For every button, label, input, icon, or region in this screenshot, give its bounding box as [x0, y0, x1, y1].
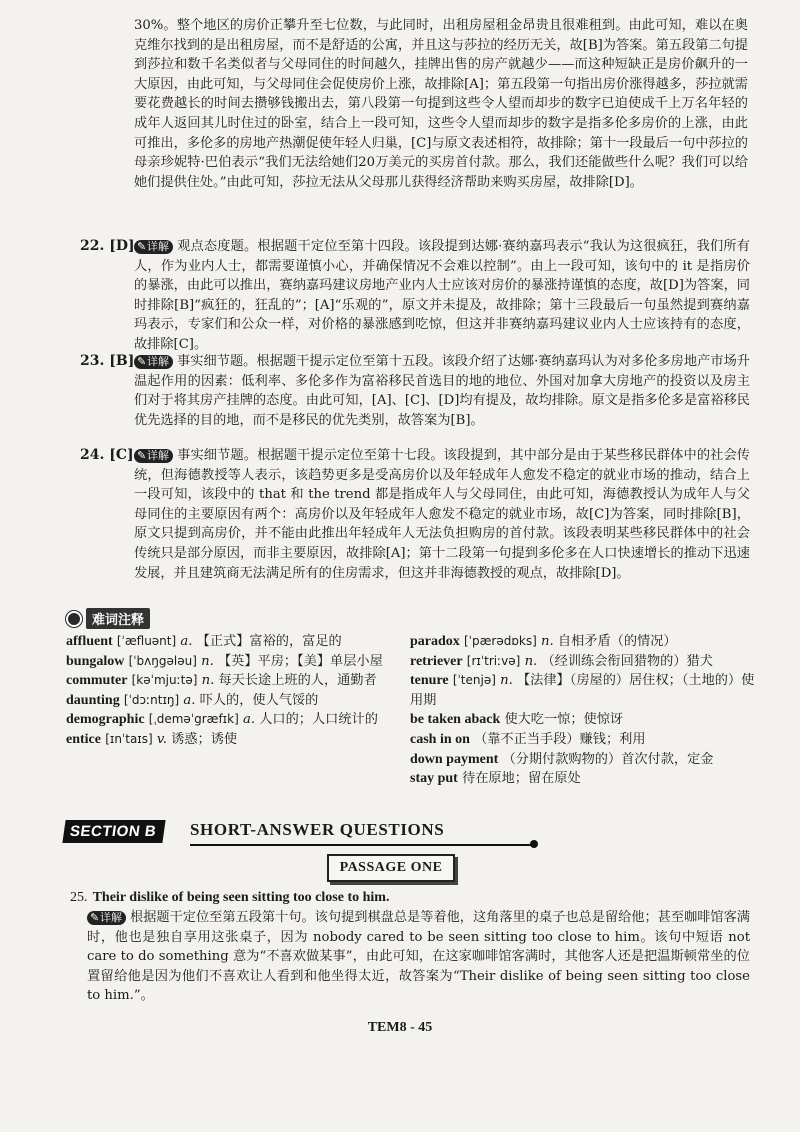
- vocab-pos: n.: [201, 653, 214, 669]
- vocab-entry: [410, 652, 755, 672]
- detail-badge: ✎详解: [87, 911, 126, 925]
- vocab-pos: n.: [500, 673, 513, 689]
- vocab-def: 自相矛盾（的情况）: [557, 634, 677, 649]
- vocab-pos: n.: [201, 673, 215, 689]
- vocab-list-right: [410, 632, 755, 789]
- vocab-ipa: [ˈtenjə]: [452, 673, 496, 688]
- vocab-pos: a.: [180, 634, 193, 649]
- vocab-entry: [410, 750, 755, 770]
- section-header: [64, 818, 474, 846]
- vocab-word: daunting: [66, 692, 120, 708]
- vocab-ipa: [kəˈmjuːtə]: [131, 673, 198, 688]
- section-title: SHORT-ANSWER QUESTIONS: [190, 820, 445, 839]
- vocab-ipa: [ˈpærədɒks]: [464, 634, 537, 648]
- vocab-heading: 难词注释: [66, 608, 150, 629]
- vocab-pos: a.: [183, 692, 196, 708]
- question-answer: Their dislike of being seen sitting too close to him.: [92, 890, 390, 905]
- detail-badge: ✎详解: [134, 449, 173, 463]
- pen-icon: ✎: [90, 911, 100, 924]
- vocab-ipa: [ˈbʌŋgələu]: [128, 653, 197, 668]
- vocab-entry: [66, 632, 396, 652]
- question-25: [70, 886, 750, 1006]
- vocab-entry: [66, 652, 396, 672]
- vocab-entry: [66, 691, 396, 711]
- vocab-word: tenure: [410, 673, 449, 689]
- vocab-ipa: [ɪnˈtaɪs]: [105, 731, 153, 746]
- vocab-entry: [66, 710, 396, 730]
- vocab-def: （经训练会衔回猎物的）猎犬: [541, 653, 713, 669]
- pen-icon: ✎: [137, 355, 147, 368]
- answer-number: 23. [B]: [80, 353, 135, 369]
- answer-item-22: [80, 237, 750, 355]
- vocab-word: entice: [66, 731, 101, 747]
- detail-badge: ✎详解: [134, 240, 173, 254]
- pen-icon: ✎: [137, 240, 147, 253]
- vocab-word: retriever: [410, 653, 463, 669]
- answer-explanation: ✎详解 观点态度题。根据题干定位至第十四段。该段提到达娜·赛纳嘉玛表示“我认为这很疯狂，我们所有人，作为业内人士，都需要谨慎小心，并确保情况不会难以控制”。由上一段可知，该句中的 it 是指房价的暴涨，由此可以推出，赛纳嘉玛建议房地产业内人士应该对房价的暴涨持谨慎的态度，故[D]为答案，同时排除[B]“疯狂的，狂乱的”；[A]“乐观的”，原文并未提及，故排除；第十三段最后一句虽然提到赛纳嘉玛表示，专家们和公众一样，对价格的暴涨感到吃惊，但这并非赛纳嘉玛建议业内人士应该持有的态度，故排除[C]。: [134, 239, 750, 352]
- vocab-ipa: [ˈæfluənt]: [116, 634, 177, 648]
- answer-explanation: ✎详解 事实细节题。根据题干提示定位至第十五段。该段介绍了达娜·赛纳嘉玛认为对多伦多房地产市场升温起作用的因素：低利率、多伦多作为富裕移民首选目的地的地位、外国对加拿大房地产的投资以及房主们对于将其房产挂牌的态度。由此可知，[A]、[C]、[D]均有提及，故均排除。原文是指多伦多是富裕移民优先选择的目的地，而不是移民的优先类别，故答案为[B]。: [134, 354, 750, 428]
- vocab-def: 【正式】富裕的，富足的: [196, 634, 342, 649]
- vocab-pos: n.: [524, 653, 538, 669]
- vocab-entry: [410, 671, 755, 710]
- answer-number: 22. [D]: [80, 238, 135, 254]
- vocab-word: commuter: [66, 673, 128, 689]
- vocab-word: be taken aback: [410, 712, 501, 728]
- bullet-icon: [66, 611, 82, 627]
- section-tag: SECTION B: [62, 820, 165, 843]
- vocab-def: 【英】平房；【美】单层小屋: [217, 653, 383, 669]
- vocab-ipa: [ˌdeməˈgræfɪk]: [148, 712, 239, 727]
- vocab-entry: [410, 730, 755, 750]
- vocab-entry: [410, 632, 755, 652]
- section-underline: [190, 844, 532, 846]
- vocab-def: （分期付款购物的）首次付款，定金: [502, 751, 714, 767]
- vocab-entry: [66, 671, 396, 691]
- vocab-ipa: [rɪˈtriːvə]: [466, 653, 521, 668]
- passage-title: PASSAGE ONE: [327, 854, 455, 882]
- vocab-pos: a.: [242, 712, 256, 728]
- page-footer: TEM8 - 45: [367, 1020, 433, 1035]
- vocab-def: 吓人的，使人气馁的: [199, 692, 319, 708]
- vocab-word: affluent: [66, 634, 113, 649]
- vocab-def: 诱惑；诱使: [171, 731, 238, 747]
- vocab-entry: [410, 769, 755, 789]
- vocab-pos: n.: [541, 634, 554, 649]
- vocab-entry: [410, 710, 755, 730]
- vocab-word: bungalow: [66, 653, 125, 669]
- question-number: 25.: [70, 890, 88, 905]
- vocab-list-left: [66, 632, 396, 750]
- detail-badge: ✎详解: [134, 355, 173, 369]
- answer-continuation: 30%。整个地区的房价正攀升至七位数，与此同时，出租房屋租金昂贵且很难租到。由此可知，难以在奥克维尔找到的是出租房屋，而不是舒适的公寓，并且这与莎拉的经历无关，故[B]为答案。第五段第二句提到莎拉和数千名类似者与父母同住的时间越久，挂牌出售的房产就越少——而这种短缺正是房价飙升的一大原因，由此可知，与父母同住会促使房价上涨，故排除[A]；第五段第一句指出房价涨得越多，莎拉就需要花费越长的时间去攒够钱搬出去，第八段第一句提到这些令人望而却步的数字已迫使成千上万名年轻的成年人返回其儿时住过的卧室，结合上一段可知，这些令人望而却步的数字是指多伦多房价的上涨，由此可推出，多伦多的房地产热潮促使年轻人归巢，[C]与原文表述相符，故排除；第十一段最后一句中莎拉的母亲珍妮特·巴伯表示“我们无法给她们20万美元的买房首付款。那么，我们还能做些什么呢？我们可以给她们提供住处。”由此可知，莎拉无法从父母那儿获得经济帮助来购买房屋，故排除[D]。: [134, 18, 748, 190]
- vocab-word: stay put: [410, 771, 458, 787]
- section-dot: [530, 840, 538, 848]
- vocab-ipa: [ˈdɔːntɪŋ]: [123, 692, 180, 707]
- answer-explanation: ✎详解 事实细节题。根据题干提示定位至第十七段。该段提到，其中部分是由于某些移民群体中的社会传统，但海德教授等人表示，该趋势更多是受高房价以及年轻成年人愈发不稳定的就业市场的推动，结合上一段可知，该段中的 that 和 the trend 都是指成年人与父母同住，由此可知，海德教授认为成年人与父母同住的主要原因有两个：高房价以及年轻成年人愈发不稳定的就业市场，故[C]为答案，同时排除[B]，原文只提到高房价，并不能由此推出年轻成年人无法负担购房的首付款。该段表明某些移民群体中的社会传统只是部分原因，而非主要原因，故排除[A]；第十二段第一句提到多伦多在人口快速增长的推动下迅速发展，并且建筑商无法满足所有的住房需求，但这并非海德教授的观点，故排除[D]。: [134, 448, 750, 581]
- answer-number: 24. [C]: [80, 447, 134, 463]
- vocab-word: demographic: [66, 712, 145, 728]
- vocab-word: down payment: [410, 751, 499, 767]
- vocab-def: 人口的；人口统计的: [259, 712, 378, 728]
- pen-icon: ✎: [137, 449, 147, 462]
- vocab-def: （靠不正当手段）赚钱；利用: [474, 731, 646, 747]
- vocab-def: 每天长途上班的人，通勤者: [218, 673, 377, 689]
- answer-item-24: [80, 446, 750, 583]
- vocab-def: 【法律】（房屋的）居住权；（土地的）使用期: [410, 673, 755, 708]
- answer-item-23: [80, 352, 750, 430]
- vocab-word: paradox: [410, 634, 460, 649]
- vocab-pos: v.: [156, 731, 167, 747]
- vocab-entry: [66, 730, 396, 750]
- vocab-def: 使大吃一惊；使惊讶: [504, 712, 624, 728]
- vocab-word: cash in on: [410, 731, 470, 747]
- answer-explanation: ✎详解 根据题干定位至第五段第十句。该句提到棋盘总是等着他，这角落里的桌子也总是留给他；甚至咖啡馆客满时，他也是独自享用这张桌子，因为 nobody cared to be seen sitting too close to him。该句中短语 not care to do something 意为“不喜欢做某事”，由此可知，在这家咖啡馆客满时，其他客人还是把温斯顿常坐的位置留给他是因为他们不喜欢让人看到和他坐得太近，故答案为“Their dislike of being seen sitting too close to him.”。: [87, 910, 750, 1004]
- vocab-def: 待在原地；留在原处: [462, 771, 581, 787]
